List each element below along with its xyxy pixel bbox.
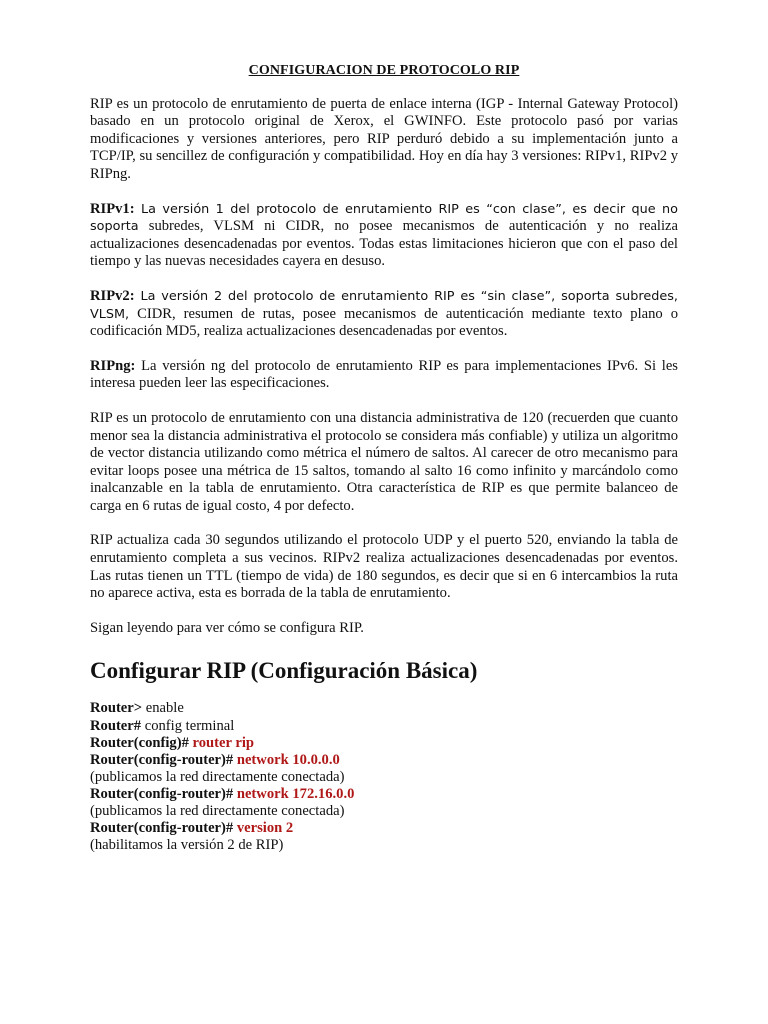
- command-prompt: Router(config-router)#: [90, 820, 234, 837]
- command-note: (habilitamos la versión 2 de RIP): [90, 837, 284, 854]
- ripng-paragraph: [90, 358, 678, 393]
- command-prompt: Router(config-router)#: [90, 751, 234, 768]
- command-text: router rip: [188, 734, 255, 751]
- ripv2-lead-text: La versión 2 del protocolo de enrutamiento RIP es “sin clase”, soporta subredes, VLSM,: [90, 288, 678, 322]
- command-text: network 172.16.0.0: [233, 785, 355, 802]
- ripv2-label: RIPv2:: [90, 287, 135, 304]
- command-text: config terminal: [141, 717, 235, 734]
- command-line: [90, 700, 678, 717]
- distance-paragraph: RIP es un protocolo de enrutamiento con una distancia administrativa de 120 (recuerden que cuanto menor sea la distancia administrativa el protocolo se considera más confiable) y utiliza un algoritmo de vector distancia utilizando como métrica el número de saltos. Al carecer de otro mecanismo para evitar loops posee una métrica de 15 saltos, tomando al salto 16 como infinito y marcándolo como inalcanzable en la tabla de enrutamiento. Otra característica de RIP es que permite balanceo de carga en 6 rutas de igual costo, 4 por defecto.: [90, 409, 678, 514]
- document-title: CONFIGURACION DE PROTOCOLO RIP: [248, 63, 520, 78]
- updates-paragraph: RIP actualiza cada 30 segundos utilizando el protocolo UDP y el puerto 520, enviando la tabla de enrutamiento completa a sus vecinos. RIPv2 realiza actualizaciones desencadenadas por eventos. Las rutas tienen un TTL (tiempo de vida) de 180 segundos, es decir que si en 6 intercambios la ruta no aparece activa, esta es borrada de la tabla de enrutamiento.: [90, 532, 678, 602]
- command-text: version 2: [233, 820, 294, 837]
- continue-paragraph: Sigan leyendo para ver cómo se configura RIP.: [90, 619, 364, 636]
- command-line: [90, 752, 678, 769]
- command-line: [90, 820, 678, 837]
- command-prompt: Router#: [90, 717, 142, 734]
- command-note: (publicamos la red directamente conectada): [90, 803, 345, 819]
- ripv1-text: subredes, VLSM ni CIDR, no posee mecanismos de autenticación y no realiza actualizaciones desencadenadas por eventos. Todas estas limitaciones hicieron que con el paso del tiempo y las nuevas necesidades cayera en desuso.: [90, 218, 678, 270]
- section-heading: Configurar RIP (Configuración Básica): [90, 658, 478, 684]
- command-line: [90, 786, 678, 803]
- command-text: enable: [142, 700, 184, 717]
- ripv1-label: RIPv1:: [90, 200, 135, 217]
- ripng-text: La versión ng del protocolo de enrutamiento RIP es para implementaciones IPv6. Si les interesa pueden leer las especificaciones.: [90, 357, 678, 392]
- command-prompt: Router>: [90, 700, 143, 717]
- command-prompt: Router(config)#: [90, 734, 189, 751]
- command-text: network 10.0.0.0: [233, 751, 340, 768]
- command-prompt: Router(config-router)#: [90, 785, 234, 802]
- command-line: [90, 735, 678, 752]
- intro-paragraph: RIP es un protocolo de enrutamiento de puerta de enlace interna (IGP - Internal Gateway Protocol) basado en un protocolo original de Xerox, el GWINFO. Este protocolo pasó por varias modificaciones y versiones anteriores, pero RIP perduró debido a su implementación junto a TCP/IP, su sencillez de configuración y compatibilidad. Hoy en día hay 3 versiones: RIPv1, RIPv2 y RIPng.: [90, 95, 678, 182]
- ripng-label: RIPng:: [90, 357, 136, 374]
- command-note: (publicamos la red directamente conectada): [90, 768, 345, 785]
- ripv2-text: CIDR, resumen de rutas, posee mecanismos de autenticación mediante texto plano o codificación MD5, realiza actualizaciones desencadenadas por eventos.: [90, 305, 678, 340]
- ripv1-lead-text: La versión 1 del protocolo de enrutamiento RIP es “con clase”, es decir que no soporta: [90, 201, 678, 235]
- command-block: [90, 700, 678, 854]
- command-line: [90, 718, 678, 735]
- ripv1-paragraph: [90, 201, 678, 271]
- document-page: [90, 62, 678, 854]
- ripv2-paragraph: [90, 288, 678, 341]
